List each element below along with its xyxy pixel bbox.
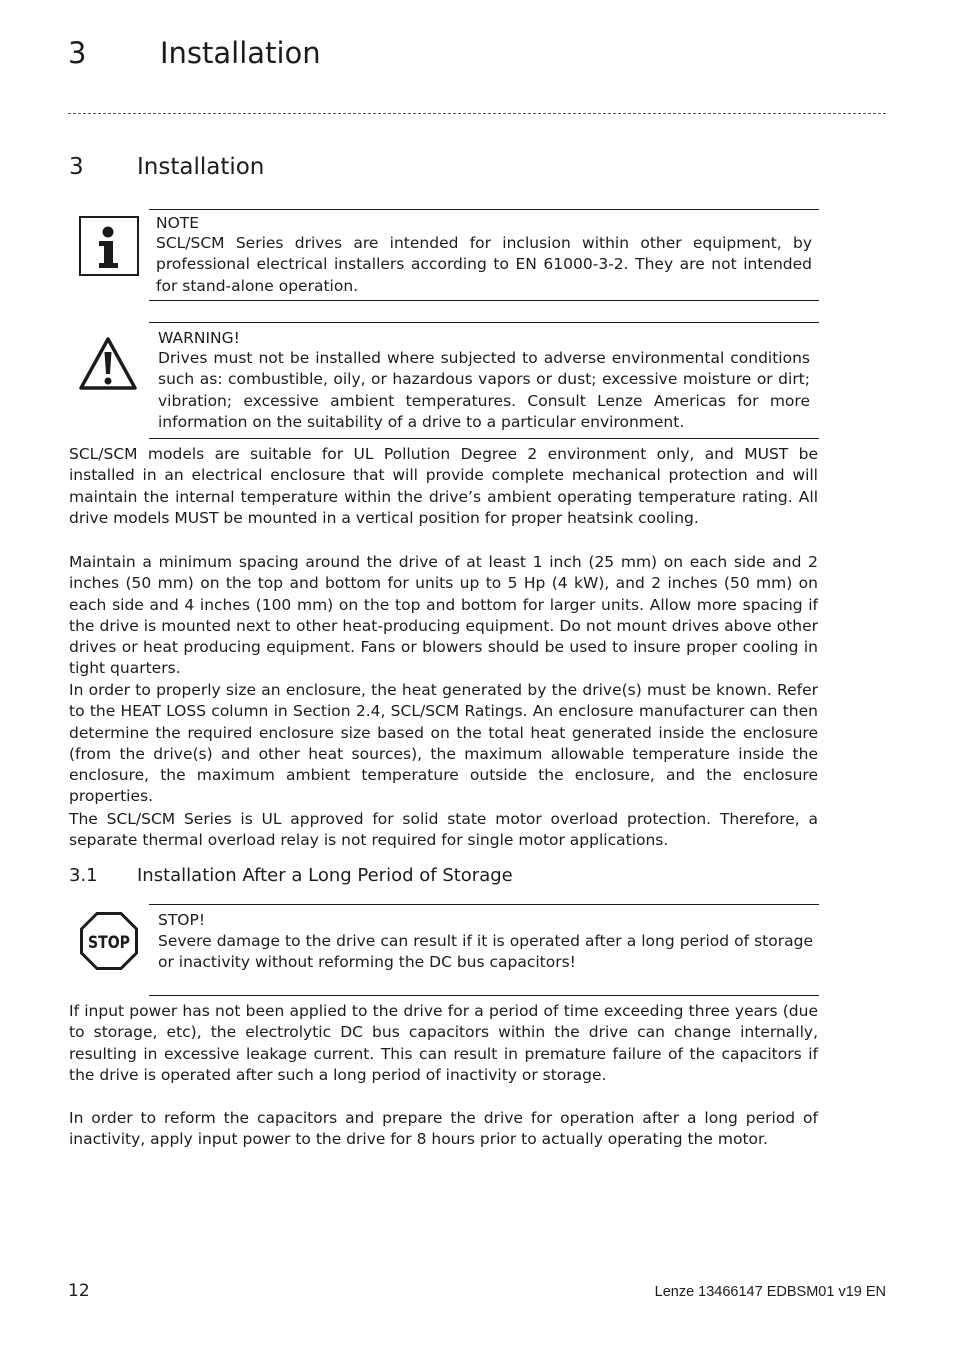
note-text: SCL/SCM Series drives are intended for inclusion within other equipment, by professional electrical installers according to EN 61000-3-2. They are not intended for stand-alone operation. — [156, 234, 812, 295]
stop-bottom-rule — [149, 995, 819, 996]
paragraph-reform-capacitors: In order to reform the capacitors and prepare the drive for operation after a long period of inactivity, apply input power to the drive for 8 hours prior to actually operating the motor. — [69, 1109, 818, 1149]
warning-label: WARNING! — [158, 329, 240, 347]
paragraph-enclosure-requirements: SCL/SCM models are suitable for UL Pollution Degree 2 environment only, and MUST be installed in an electrical enclosure that will provide complete mechanical protection and will maintain the internal temperature within the drive’s ambient operating temperature rating. All drive models MUST be mounted in a vertical position for proper heatsink cooling. — [69, 445, 818, 527]
note-top-rule — [149, 209, 819, 210]
chapter-title: Installation — [160, 36, 321, 70]
note-label: NOTE — [156, 214, 200, 232]
info-icon — [79, 216, 139, 276]
page-number: 12 — [68, 1281, 90, 1301]
chapter-number: 3 — [68, 36, 87, 70]
subsection-title: Installation After a Long Period of Storage — [137, 865, 513, 886]
stop-text: Severe damage to the drive can result if it is operated after a long period of storage or inactivity without reforming the DC bus capacitors! — [158, 932, 813, 972]
subsection-number: 3.1 — [69, 865, 98, 886]
paragraph-enclosure-sizing: In order to properly size an enclosure, the heat generated by the drive(s) must be known. Refer to the HEAT LOSS column in Section 2.4, SCL/SCM Ratings. An enclosure manufacturer can then determine the required enclosure size based on the total heat generated inside the enclosure (from the drive(s) and other heat sources), the maximum allowable temperature inside the enclosure, the maximum ambient temperature outside the enclosure, and the enclosure properties. — [69, 681, 818, 806]
warning-bottom-rule — [149, 438, 819, 439]
paragraph-spacing: Maintain a minimum spacing around the drive of at least 1 inch (25 mm) on each side and 2 inches (50 mm) on the top and bottom for units up to 5 Hp (4 kW), and 2 inches (50 mm) on each side and 4 inches (100 mm) on the top and bottom for larger units. Allow more spacing if the drive is mounted next to other heat-producing equipment. Do not mount drives above other drives or heat producing equipment. Fans or blowers should be used to insure proper cooling in tight quarters. — [69, 553, 818, 678]
stop-sign-icon — [80, 912, 138, 970]
warning-icon — [78, 336, 138, 392]
stop-label: STOP! — [158, 911, 206, 929]
paragraph-overload-protection: The SCL/SCM Series is UL approved for solid state motor overload protection. Therefore, a separate thermal overload relay is not required for single motor applications. — [69, 810, 818, 850]
note-bottom-rule — [149, 300, 819, 301]
header-divider — [68, 113, 886, 114]
warning-text: Drives must not be installed where subjected to adverse environmental conditions such as: combustible, oily, or hazardous vapors or dust; excessive moisture or dirt; vibration; excessive ambient temperatures. Consult Lenze Americas for more information on the suitability of a drive to a particular environment. — [158, 349, 810, 431]
stop-top-rule — [149, 904, 819, 905]
section-title: Installation — [137, 154, 265, 180]
paragraph-storage-effects: If input power has not been applied to the drive for a period of time exceeding three years (due to storage, etc), the electrolytic DC bus capacitors within the drive can change internally, resulting in excessive leakage current. This can result in premature failure of the capacitors if the drive is operated after such a long period of inactivity or storage. — [69, 1002, 818, 1084]
warning-top-rule — [149, 322, 819, 323]
stop-sign-text: STOP — [88, 933, 130, 953]
document-id: Lenze 13466147 EDBSM01 v19 EN — [654, 1284, 886, 1300]
section-number: 3 — [69, 154, 84, 180]
